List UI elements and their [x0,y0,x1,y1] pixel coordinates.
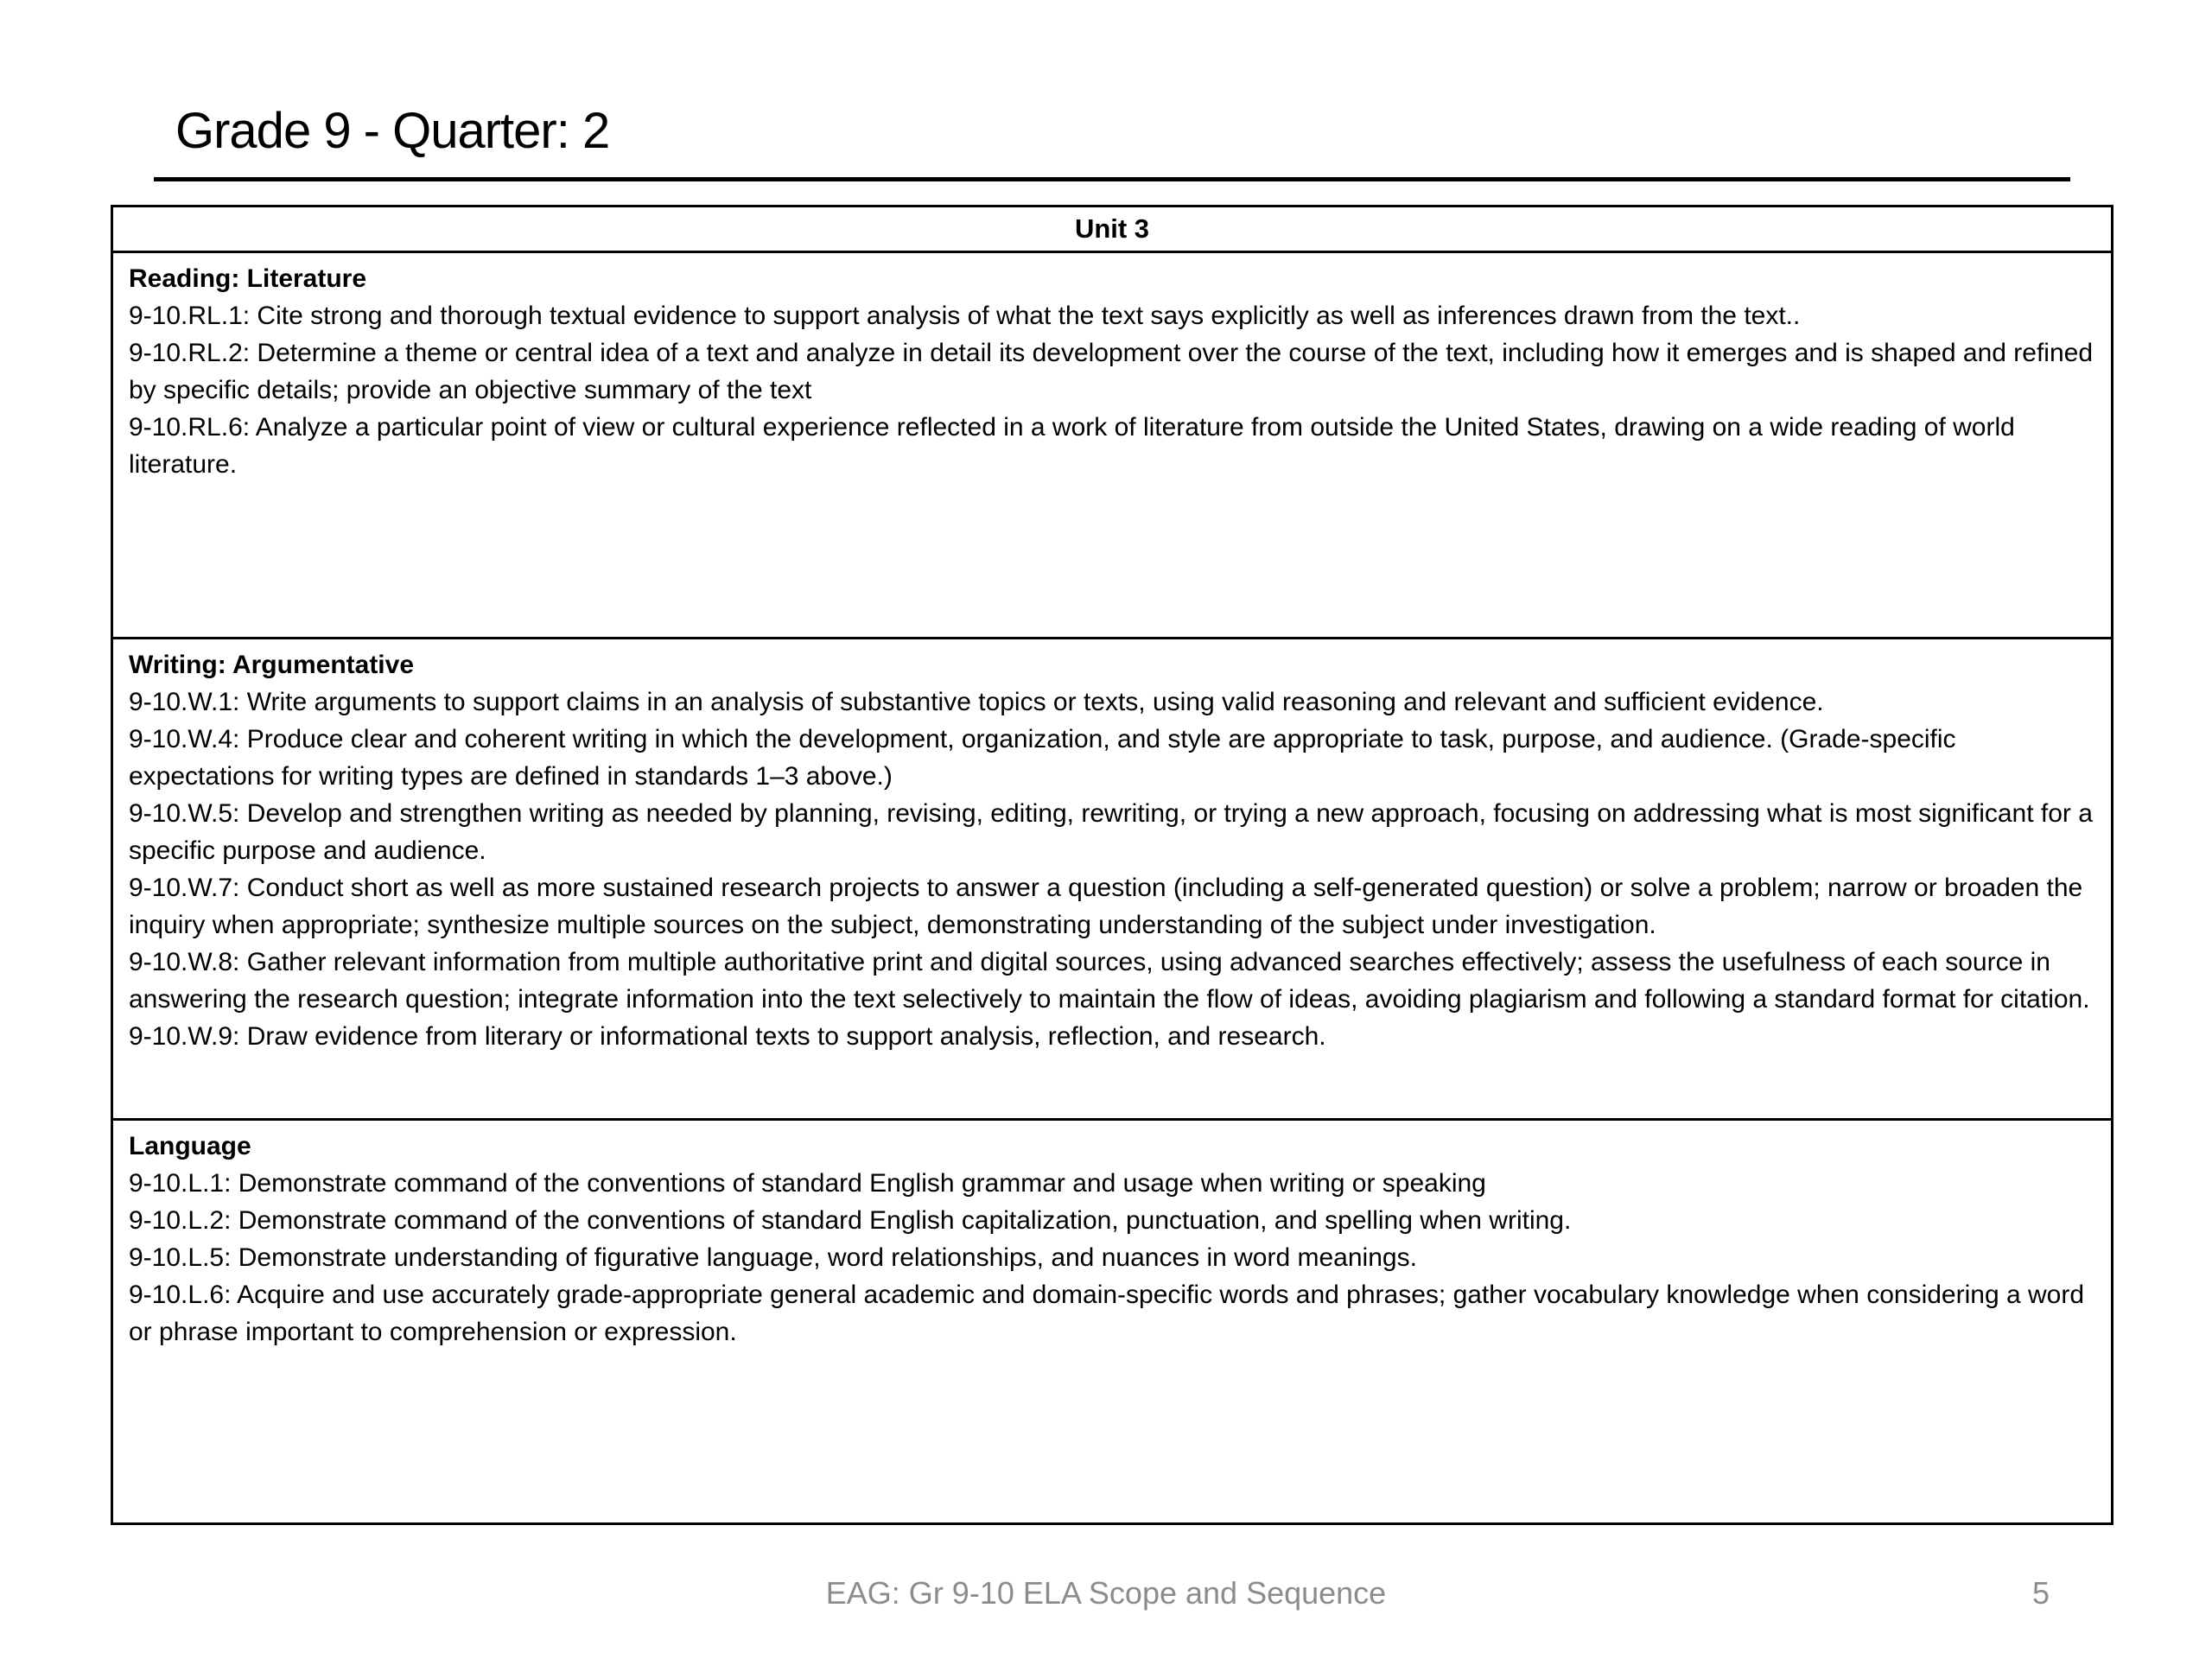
standard-w-5: 9-10.W.5: Develop and strengthen writing as needed by planning, revising, editing, rewriting, or trying a new approach, focusing on addressing what is most significant for a specific purpose and audience. [129,799,2093,865]
unit-header: Unit 3 [113,207,2111,253]
standard-rl-1: 9-10.RL.1: Cite strong and thorough textual evidence to support analysis of what the text says explicitly as well as inferences drawn from the text.. [129,302,1801,330]
standard-l-6: 9-10.L.6: Acquire and use accurately grade-appropriate general academic and domain-specific words and phrases; gather vocabulary knowledge when considering a word or phrase important to comprehension or expression. [129,1281,2085,1346]
section-heading-writing: Writing: Argumentative [129,651,415,679]
unit-table [111,205,2113,1525]
standard-w-4: 9-10.W.4: Produce clear and coherent writing in which the development, organization, and style are appropriate to task, purpose, and audience. (Grade-specific expectations for writing types are defined in standards 1–3 above.) [129,725,1956,791]
writing-argumentative-section [113,639,2111,1121]
section-heading-language: Language [129,1132,251,1160]
title-divider [154,177,2070,181]
reading-literature-section [113,253,2111,639]
standard-rl-2: 9-10.RL.2: Determine a theme or central idea of a text and analyze in detail its development over the course of the text, including how it emerges and is shaped and refined by specific details; provide an objective summary of the text [129,339,2093,404]
page-title: Grade 9 - Quarter: 2 [175,103,610,159]
standard-rl-6: 9-10.RL.6: Analyze a particular point of view or cultural experience reflected in a work of literature from outside the United States, drawing on a wide reading of world literature. [129,413,2015,479]
standard-l-2: 9-10.L.2: Demonstrate command of the conventions of standard English capitalization, punctuation, and spelling when writing. [129,1206,1572,1235]
language-section [113,1121,2111,1522]
footer-text: EAG: Gr 9-10 ELA Scope and Sequence [825,1575,1387,1611]
page-number: 5 [2031,1575,2050,1611]
standard-w-9: 9-10.W.9: Draw evidence from literary or informational texts to support analysis, reflection, and research. [129,1022,1326,1051]
standard-l-5: 9-10.L.5: Demonstrate understanding of figurative language, word relationships, and nuances in word meanings. [129,1243,1417,1272]
standard-w-7: 9-10.W.7: Conduct short as well as more sustained research projects to answer a question (including a self-generated question) or solve a problem; narrow or broaden the inquiry when appropriate; synthesize multiple sources on the subject, demonstrating understanding of the subject under investigation. [129,874,2083,939]
section-heading-reading: Reading: Literature [129,264,367,293]
standard-w-1: 9-10.W.1: Write arguments to support claims in an analysis of substantive topics or texts, using valid reasoning and relevant and sufficient evidence. [129,688,1824,716]
standard-l-1: 9-10.L.1: Demonstrate command of the conventions of standard English grammar and usage when writing or speaking [129,1169,1486,1198]
standard-w-8: 9-10.W.8: Gather relevant information from multiple authoritative print and digital sources, using advanced searches effectively; assess the usefulness of each source in answering the research question; integrate information into the text selectively to maintain the flow of ideas, avoiding plagiarism and following a standard format for citation. [129,948,2090,1014]
